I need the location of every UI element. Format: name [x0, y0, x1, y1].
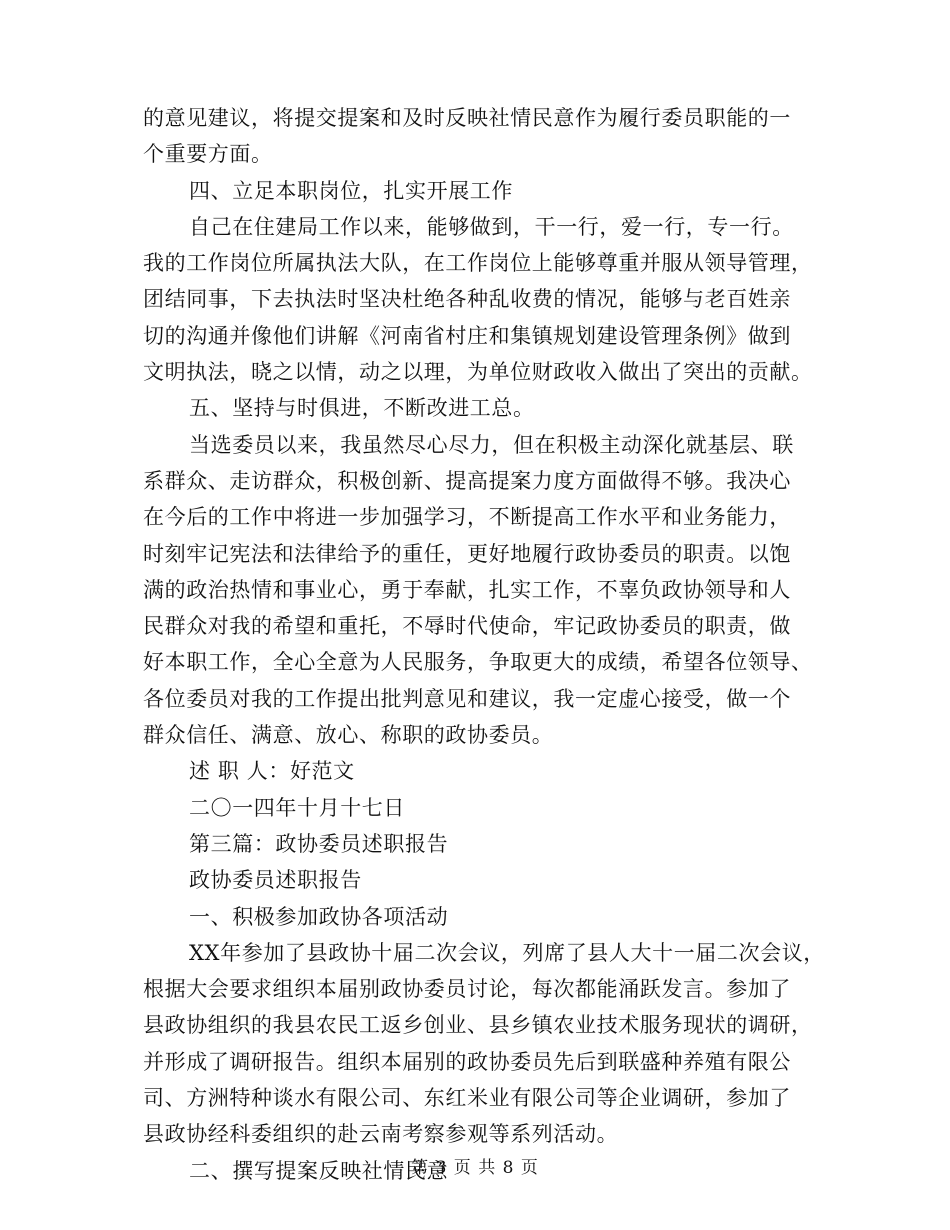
paragraph-line: 群众信任、满意、放心、称职的政协委员。	[143, 723, 554, 748]
paragraph-line: 县政协经科委组织的赴云南考察参观等系列活动。	[143, 1122, 619, 1147]
paragraph-line: 团结同事，下去执法时坚决杜绝各种乱收费的情况，能够与老百姓亲	[143, 287, 791, 312]
section-title: 第三篇：政协委员述职报告	[189, 831, 449, 856]
paragraph-line: 满的政治热情和事业心，勇于奉献，扎实工作，不辜负政协领导和人	[143, 577, 791, 602]
report-title: 政协委员述职报告	[189, 868, 362, 893]
paragraph-line: 各位委员对我的工作提出批判意见和建议，我一定虚心接受，做一个	[143, 686, 791, 711]
paragraph-line: 司、方洲特种谈水有限公司、东红米业有限公司等企业调研，参加了	[143, 1086, 791, 1111]
paragraph-line: 在今后的工作中将进一步加强学习，不断提高工作水平和业务能力，	[143, 505, 791, 530]
paragraph-line: 时刻牢记宪法和法律给予的重任，更好地履行政协委员的职责。以饱	[143, 541, 791, 566]
section-heading: 五、坚持与时俱进，不断改进工总。	[189, 396, 535, 421]
document-body	[143, 100, 823, 1189]
section-heading: 二、撰写提案反映社情民意	[189, 1158, 449, 1183]
paragraph-line: 的意见建议，将提交提案和及时反映社情民意作为履行委员职能的一	[143, 106, 791, 130]
paragraph-line: 当选委员以来，我虽然尽心尽力，但在积极主动深化就基层、联	[189, 432, 794, 457]
paragraph-line: 自己在住建局工作以来，能够做到，干一行，爱一行，专一行。	[189, 214, 794, 239]
paragraph-line: 文明执法，晓之以情，动之以理，为单位财政收入做出了突出的贡献。	[143, 360, 813, 385]
paragraph-line: 系群众、走访群众，积极创新、提高提案力度方面做得不够。我决心	[143, 468, 791, 493]
section-heading: 四、立足本职岗位，扎实开展工作	[189, 178, 513, 203]
page-number: 第 3 页 共 8 页	[411, 1158, 539, 1178]
paragraph-line: XX年参加了县政协十届二次会议，列席了县人大十一届二次会议，	[189, 940, 825, 965]
paragraph-line: 切的沟通并像他们讲解《河南省村庄和集镇规划建设管理条例》做到	[143, 323, 791, 348]
paragraph-line: 我的工作岗位所属执法大队，在工作岗位上能够尊重并服从领导管理，	[143, 251, 813, 276]
paragraph-line: 个重要方面。	[143, 142, 273, 167]
paragraph-line: 县政协组织的我县农民工返乡创业、县乡镇农业技术服务现状的调研，	[143, 1013, 813, 1038]
date-line: 二〇一四年十月十七日	[189, 795, 405, 820]
paragraph-line: 并形成了调研报告。组织本届别的政协委员先后到联盛种养殖有限公	[143, 1049, 791, 1074]
paragraph-line: 根据大会要求组织本届别政协委员讨论，每次都能涌跃发言。参加了	[143, 977, 791, 1002]
paragraph-line: 好本职工作，全心全意为人民服务，争取更大的成绩，希望各位领导、	[143, 650, 813, 675]
signature-line: 述 职 人：好范文	[189, 759, 355, 784]
section-heading: 一、积极参加政协各项活动	[189, 904, 449, 929]
paragraph-line: 民群众对我的希望和重托，不辱时代使命，牢记政协委员的职责，做	[143, 614, 791, 639]
